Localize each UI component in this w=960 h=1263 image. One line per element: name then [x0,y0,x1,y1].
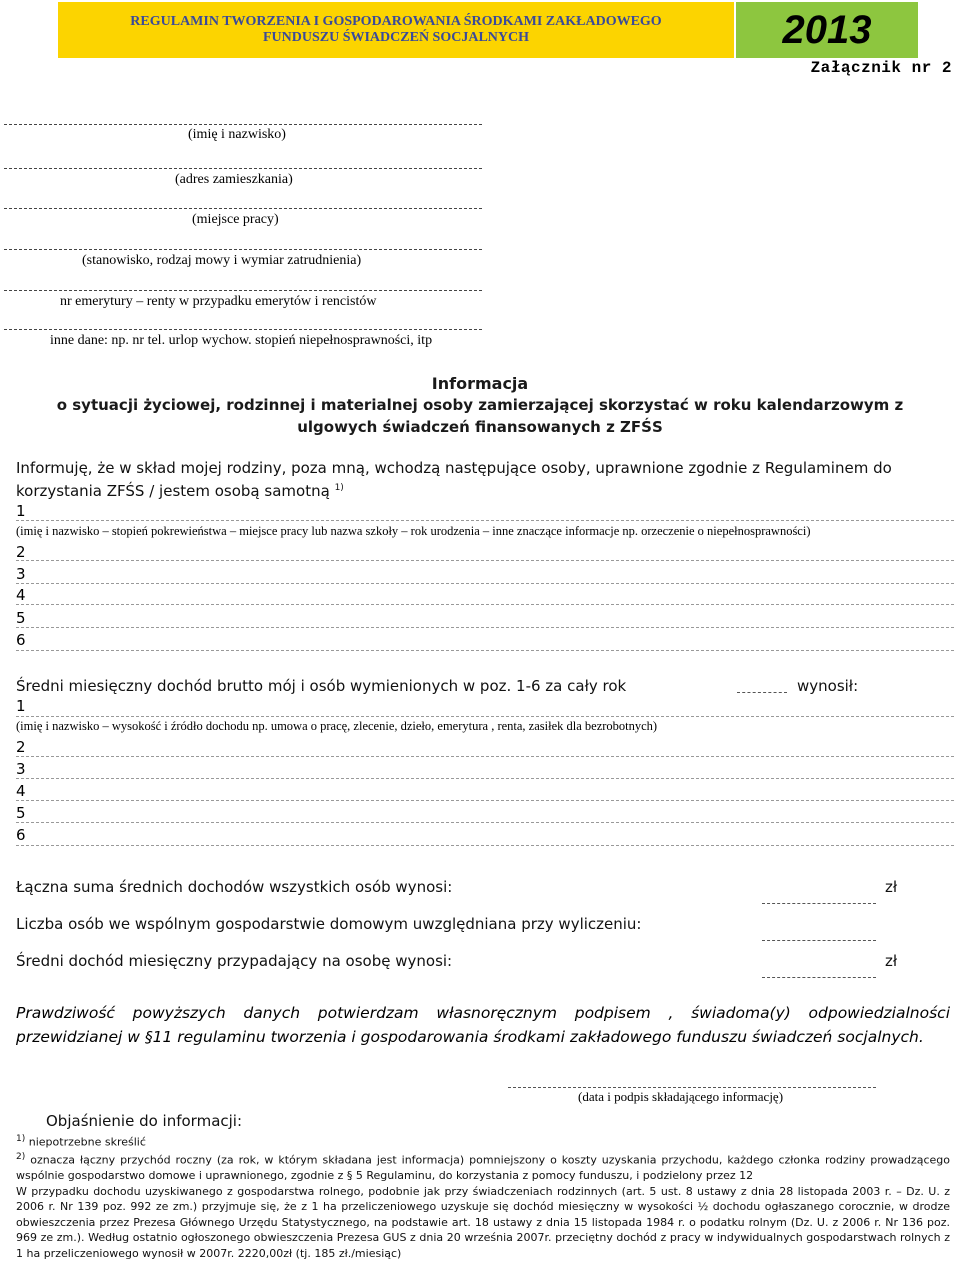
regulation-title-line1: REGULAMIN TWORZENIA I GOSPODAROWANIA ŚRODKAMI ZAKŁADOWEGO [130,14,662,29]
income-row-line[interactable] [16,716,954,717]
note-1 [16,1132,950,1150]
signature-caption: (data i podpis składającego informację) [578,1089,784,1104]
info-subtitle-line1: o sytuacji życiowej, rodzinnej i materialnej osoby zamierzającej skorzystać w roku kalendarzowym z [56,396,904,414]
income-row-line[interactable] [16,822,954,823]
family-row-number: 3 [16,565,26,583]
family-row-line[interactable] [16,520,954,521]
total-income-label: Łączna suma średnich dochodów wszystkich osób wynosi: [16,878,453,896]
annex-label: Załącznik nr 2 [810,59,952,77]
total-income-unit: zł [885,878,898,896]
income-row-line[interactable] [16,778,954,779]
income-suffix: wynosił: [797,677,859,695]
family-row-number: 1 [16,502,26,520]
family-row-line[interactable] [16,650,954,651]
family-row-line[interactable] [16,604,954,605]
income-year-field[interactable] [737,692,787,693]
income-row-line[interactable] [16,845,954,846]
avg-income-field[interactable] [762,977,876,978]
family-intro-text: korzystania ZFŚS / jestem osobą samotną [16,482,330,500]
income-row-number: 2 [16,738,26,756]
note-1-text: niepotrzebne skreślić [28,1135,146,1149]
family-row-line[interactable] [16,627,954,628]
year-label: 2013 [782,7,872,52]
workplace-line[interactable] [4,208,482,209]
notes-heading: Objaśnienie do informacji: [46,1112,243,1130]
address-line[interactable] [4,168,482,169]
income-row-number: 4 [16,782,26,800]
declaration-text: Prawdziwość powyższych danych potwierdzam własnoręcznym podpisem , świadoma(y) odpowiedzialności przewidzianej w §11 regulaminu tworzenia i gospodarowania środkami zakładowego funduszu świadczeń socjalnych. [16,1004,950,1046]
note-3: W przypadku dochodu uzyskiwanego z gospodarstwa rolnego, podobnie jak przy świadczeniach rodzinnych (art. 5 ust. 8 ustawy z dnia 28 listopada 2003 r. – Dz. U. z 2006 r. Nr 139 poz. 992 ze zm.) przyjmuje się, że z 1 ha przeliczeniowego uzyskuje się dochód miesięczny w wysokości ½ dochodu ogłaszanego corocznie, w drodze obwieszczenia przez Prezesa Głównego Urzędu Statystycznego, na podstawie art. 18 ustawy z dnia 15 listopada 1984 r. o podatku rolnym (Dz. U. z 2006 r. Nr 136 poz. 969 ze zm.). Według ostatnio ogłoszonego obwieszczenia Prezesa GUS z dnia 20 września 2007r. przeciętny dochód z pracy w indywidualnych gospodarstwach rolnych z 1 ha przeliczeniowego wynosił w 2007r. 2220,00zł (tj. 185 zł./miesiąc) [16,1184,950,1260]
name-caption: (imię i nazwisko) [188,127,286,142]
note-1-marker: 1) [16,1134,26,1144]
year-banner [736,2,918,58]
name-line[interactable] [4,124,482,125]
footnote-ref-1: 1) [334,483,344,493]
avg-income-label: Średni dochód miesięczny przypadający na osobę wynosi: [16,952,453,970]
info-heading: Informacja [431,374,529,393]
pension-line[interactable] [4,290,482,291]
income-row-line[interactable] [16,800,954,801]
family-row-line[interactable] [16,583,954,584]
regulation-title-banner [58,2,734,58]
info-subtitle-line2: ulgowych świadczeń finansowanych z ZFŚS [297,418,663,436]
address-caption: (adres zamieszkania) [175,172,293,187]
family-intro-line1: Informuję, że w skład mojej rodziny, poza mną, wchodzą następujące osoby, uprawnione zgodnie z Regulaminem do [16,459,892,477]
position-caption: (stanowisko, rodzaj mowy i wymiar zatrudnienia) [82,253,362,268]
income-caption: (imię i nazwisko – wysokość i źródło dochodu np. umowa o pracę, zlecenie, dzieło, emerytura , renta, zasiłek dla bezrobotnych) [16,719,658,733]
other-data-line[interactable] [4,329,482,330]
notes-block [16,1132,950,1261]
avg-income-unit: zł [885,952,898,970]
signature-line[interactable] [508,1087,876,1088]
note-2-marker: 2) [16,1152,26,1163]
income-row-number: 3 [16,760,26,778]
position-line[interactable] [4,249,482,250]
family-row-number: 2 [16,543,26,561]
income-row-line[interactable] [16,756,954,757]
income-row-number: 1 [16,697,26,715]
family-intro-line2 [16,482,344,500]
note-2 [16,1150,950,1184]
family-row-number: 5 [16,609,26,627]
pension-caption: nr emerytury – renty w przypadku emerytów i rencistów [60,294,377,309]
income-label: Średni miesięczny dochód brutto mój i osób wymienionych w poz. 1-6 za cały rok [16,677,627,695]
family-row-line[interactable] [16,560,954,561]
income-row-number: 6 [16,826,26,844]
workplace-caption: (miejsce pracy) [192,212,279,227]
household-persons-field[interactable] [762,940,876,941]
regulation-title-line2: FUNDUSZU ŚWIADCZEŃ SOCJALNYCH [262,30,530,45]
total-income-field[interactable] [762,903,876,904]
family-row-number: 4 [16,586,26,604]
family-row-number: 6 [16,631,26,649]
income-row-number: 5 [16,804,26,822]
household-persons-label: Liczba osób we wspólnym gospodarstwie domowym uwzględniana przy wyliczeniu: [16,915,642,933]
other-data-caption: inne dane: np. nr tel. urlop wychow. stopień niepełnosprawności, itp [50,333,433,348]
family-caption: (imię i nazwisko – stopień pokrewieństwa – miejsce pracy lub nazwa szkoły – rok urodzenia – inne znaczące informacje np. orzeczenie o niepełnosprawności) [16,524,811,538]
note-2-text: oznacza łączny przychód roczny (za rok, w którym składana jest informacja) pomniejszony o koszty uzyskania przychodu, każdego członka rodziny prowadzącego wspólnie gospodarstwo domowe i uprawnionego, zgodnie z § 5 Regulaminu, do korzystania z pomocy funduszu, i podzielony przez 12 [16,1153,951,1183]
